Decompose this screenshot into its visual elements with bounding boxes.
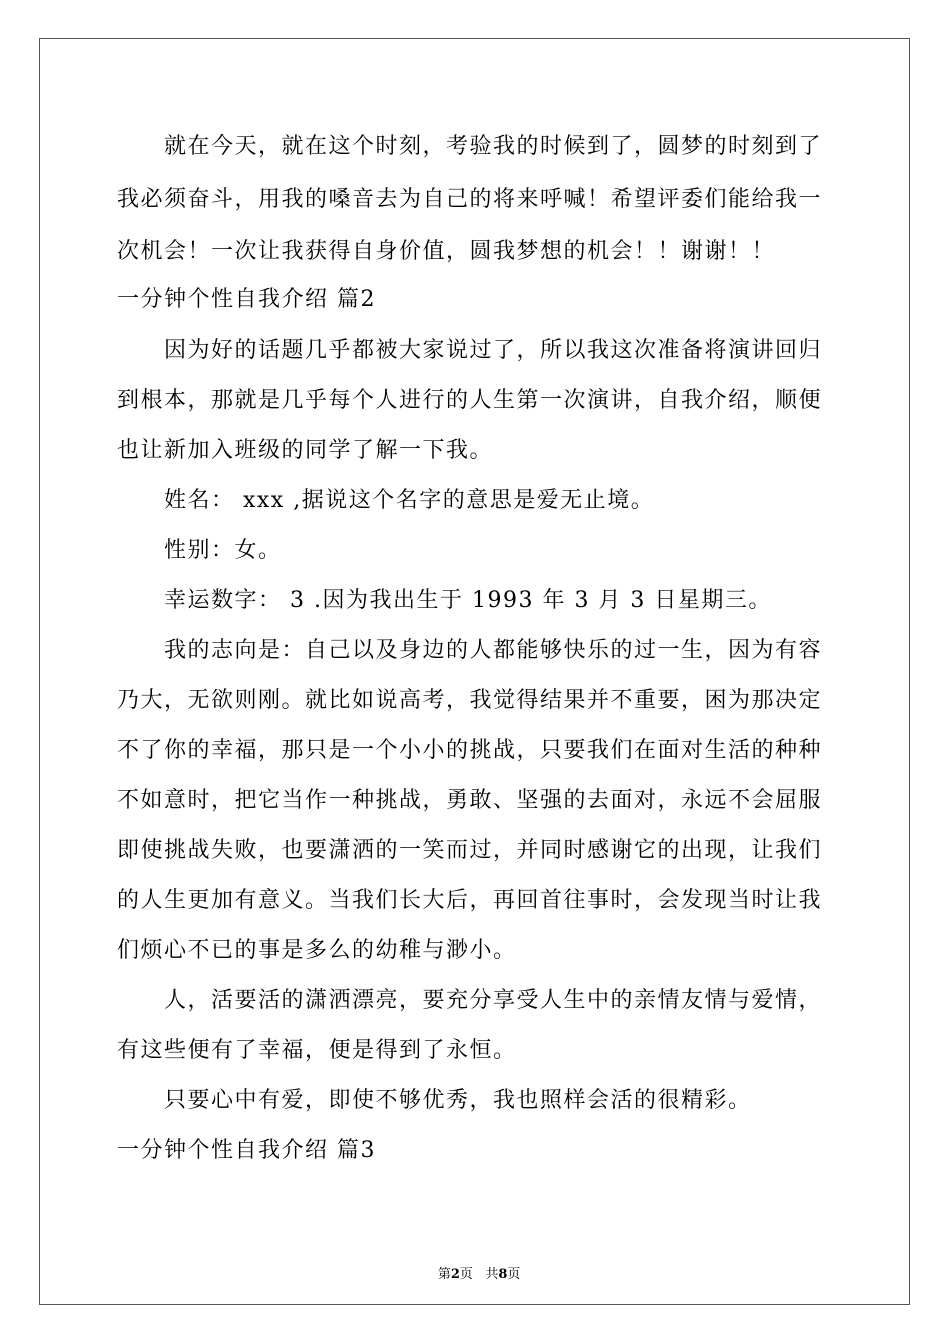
footer-total-number: 8 <box>498 1267 508 1282</box>
paragraph-line: 人，活要活的潇洒漂亮，要充分享受人生中的亲情友情与爱情， <box>117 988 823 1013</box>
page-footer <box>0 1248 950 1284</box>
paragraph-line: 因为好的话题几乎都被大家说过了，所以我这次准备将演讲回归 <box>117 338 823 363</box>
paragraph-line: 性别：女。 <box>117 538 282 563</box>
section-heading: 一分钟个性自我介绍 篇2 <box>117 287 376 312</box>
paragraph-line: 即使挑战失败，也要潇洒的一笑而过，并同时感谢它的出现，让我们 <box>117 838 823 863</box>
paragraph-line: 的人生更加有意义。当我们长大后，再回首往事时，会发现当时让我 <box>117 888 823 913</box>
section-heading: 一分钟个性自我介绍 篇3 <box>117 1138 376 1163</box>
paragraph-line: 只要心中有爱，即使不够优秀，我也照样会活的很精彩。 <box>117 1088 752 1113</box>
paragraph-line: 我必须奋斗，用我的嗓音去为自己的将来呼喊！希望评委们能给我一 <box>117 187 823 212</box>
paragraph-line: 不了你的幸福，那只是一个小小的挑战，只要我们在面对生活的种种 <box>117 738 823 763</box>
paragraph-line: 乃大，无欲则刚。就比如说高考，我觉得结果并不重要，困为那决定 <box>117 688 823 713</box>
paragraph-line: 幸运数字： 3 .因为我出生于 1993 年 3 月 3 日星期三。 <box>117 588 772 613</box>
footer-total-prefix: 共 <box>485 1267 499 1282</box>
paragraph-line: 我的志向是：自己以及身边的人都能够快乐的过一生，因为有容 <box>117 638 823 663</box>
footer-total-suffix: 页 <box>507 1267 521 1282</box>
paragraph-line: 也让新加入班级的同学了解一下我。 <box>117 438 494 463</box>
paragraph-line: 不如意时，把它当作一种挑战，勇敢、坚强的去面对，永远不会屈服 <box>117 788 823 813</box>
footer-page-suffix: 页 <box>459 1267 473 1282</box>
paragraph-line: 有这些便有了幸福，便是得到了永恒。 <box>117 1038 517 1063</box>
paragraph-line: 们烦心不已的事是多么的幼稚与渺小。 <box>117 938 517 963</box>
paragraph-line: 就在今天，就在这个时刻，考验我的时候到了，圆梦的时刻到了 <box>117 134 823 159</box>
paragraph-line: 姓名： xxx ,据说这个名字的意思是爱无止境。 <box>117 488 655 513</box>
paragraph-line: 到根本，那就是几乎每个人进行的人生第一次演讲，自我介绍，顺便 <box>117 388 823 413</box>
footer-page-prefix: 第 <box>437 1267 451 1282</box>
paragraph-line: 次机会！一次让我获得自身价值，圆我梦想的机会！！谢谢！！ <box>117 239 776 264</box>
footer-page-number: 2 <box>450 1267 460 1282</box>
